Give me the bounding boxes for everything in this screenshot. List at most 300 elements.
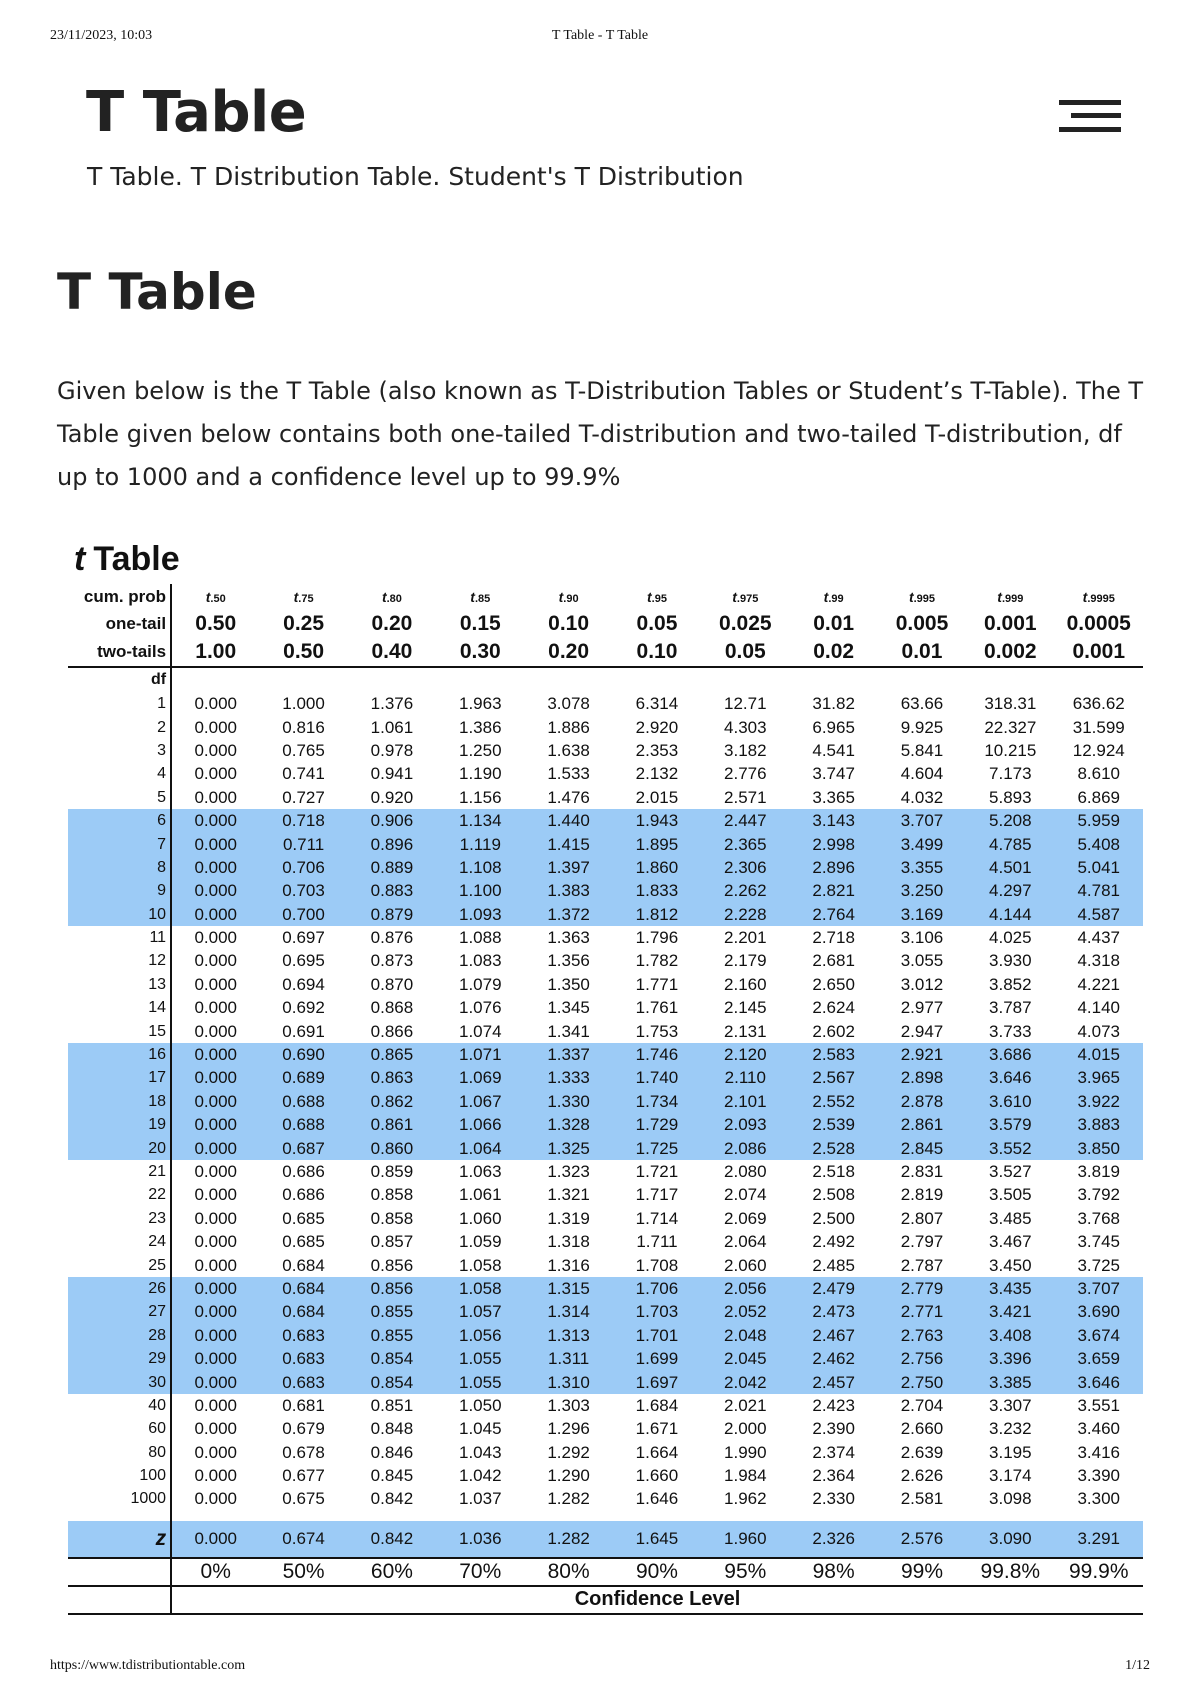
- one-tail-header: 0.01: [813, 612, 855, 635]
- table-row: [68, 926, 1143, 949]
- two-tails-header: 0.001: [1055, 638, 1144, 667]
- table-cell: 0.000: [194, 717, 237, 737]
- cum-prob-subscript: .999: [1001, 593, 1024, 605]
- table-cell: 2.423: [812, 1395, 855, 1415]
- table-cell: 1.000: [282, 694, 325, 714]
- print-date: 23/11/2023, 10:03: [50, 28, 153, 43]
- df-label: 23: [68, 1207, 171, 1230]
- table-cell: 0.000: [194, 1255, 237, 1275]
- table-cell: 1.064: [436, 1136, 524, 1159]
- table-cell: 2.473: [789, 1300, 877, 1323]
- table-cell: 0.876: [370, 928, 414, 948]
- table-cell: 3.745: [1077, 1232, 1121, 1252]
- table-cell: 1.063: [458, 1162, 502, 1181]
- site-tagline: T Table. T Distribution Table. Student's T Distribution: [87, 162, 744, 191]
- empty-cell: [436, 1511, 524, 1521]
- table-cell: 0.000: [171, 1370, 259, 1393]
- table-cell: 0.848: [370, 1419, 414, 1439]
- table-cell: 2.485: [812, 1255, 855, 1275]
- df-label: 26: [68, 1277, 171, 1300]
- table-cell: 1.796: [635, 928, 679, 948]
- table-cell: 3.416: [1077, 1442, 1121, 1462]
- table-cell: 2.571: [724, 787, 767, 807]
- table-cell: 1.076: [458, 998, 502, 1018]
- table-cell: 1.711: [636, 1232, 678, 1252]
- one-tail-header: 0.25: [283, 612, 325, 635]
- table-cell: 2.567: [789, 1066, 877, 1089]
- t-table-title-t: t: [74, 540, 86, 578]
- table-cell: 1.069: [436, 1066, 524, 1089]
- table-row: [68, 1207, 1143, 1230]
- table-cell: 2.390: [812, 1419, 855, 1439]
- df-label: 13: [68, 973, 171, 996]
- header-row-one-tail: [68, 610, 1143, 638]
- table-cell: 1.386: [458, 717, 502, 737]
- cum-prob-symbol: t: [1082, 589, 1088, 605]
- table-cell: 1.703: [613, 1300, 701, 1323]
- table-cell: 2.771: [878, 1300, 966, 1323]
- empty-cell: [966, 667, 1054, 692]
- confidence-cell: 99.8%: [966, 1558, 1054, 1586]
- table-cell: 3.174: [989, 1466, 1032, 1486]
- table-cell: 2.262: [701, 879, 789, 902]
- table-cell: 1.717: [635, 1185, 679, 1205]
- cum-prob-header: [348, 584, 436, 610]
- table-cell: 10.215: [984, 740, 1037, 760]
- table-cell: 2.201: [724, 928, 767, 948]
- table-cell: 0.920: [370, 787, 414, 807]
- table-cell: 4.785: [966, 832, 1054, 855]
- table-cell: 1.074: [458, 1021, 502, 1041]
- table-cell: 0.851: [370, 1395, 414, 1415]
- table-cell: 1.440: [524, 809, 612, 832]
- table-cell: 2.518: [812, 1162, 855, 1181]
- table-cell: 0.000: [171, 1113, 259, 1136]
- table-cell: 2.831: [900, 1162, 944, 1181]
- table-cell: 4.015: [1055, 1043, 1144, 1066]
- table-cell: 2.353: [635, 740, 679, 760]
- table-cell: 1.190: [458, 764, 502, 784]
- table-row: [68, 1370, 1143, 1393]
- table-cell: 3.390: [1077, 1466, 1121, 1486]
- table-cell: 2.110: [701, 1066, 789, 1089]
- table-row: [68, 1043, 1143, 1066]
- table-cell: 1.860: [613, 856, 701, 879]
- table-row: [68, 1019, 1143, 1042]
- cum-prob-symbol: t: [381, 589, 387, 605]
- table-row: [68, 809, 1143, 832]
- table-cell: 2.492: [812, 1232, 855, 1252]
- table-cell: 1.330: [524, 1090, 612, 1113]
- table-cell: 1.337: [524, 1043, 612, 1066]
- table-cell: 0.941: [370, 764, 414, 784]
- confidence-cell: 60%: [348, 1558, 436, 1586]
- table-row: [68, 903, 1143, 926]
- table-cell: 0.688: [259, 1113, 347, 1136]
- table-cell: 2.845: [878, 1136, 966, 1159]
- table-cell: 0.000: [171, 1136, 259, 1159]
- table-cell: 3.169: [878, 903, 966, 926]
- empty-cell: [259, 1511, 347, 1521]
- table-cell: 0.691: [282, 1021, 325, 1041]
- table-cell: 1.156: [458, 787, 502, 807]
- table-cell: 0.865: [348, 1043, 436, 1066]
- cum-prob-subscript: .95: [651, 593, 667, 605]
- table-cell: 2.330: [812, 1489, 855, 1509]
- table-cell: 0.683: [259, 1347, 347, 1370]
- table-cell: 1.056: [436, 1324, 524, 1347]
- table-cell: 2.132: [635, 764, 679, 784]
- table-cell: 0.000: [194, 1489, 237, 1509]
- table-row: [68, 1277, 1143, 1300]
- table-cell: 2.048: [701, 1324, 789, 1347]
- table-cell: 4.541: [812, 740, 855, 760]
- table-cell: 0.683: [259, 1370, 347, 1393]
- table-cell: 2.779: [878, 1277, 966, 1300]
- table-cell: 2.462: [789, 1347, 877, 1370]
- table-cell: 3.850: [1055, 1136, 1144, 1159]
- table-row: [68, 1160, 1143, 1183]
- table-row: [68, 879, 1143, 902]
- table-cell: 0.000: [194, 1466, 237, 1486]
- confidence-cell: 90%: [613, 1558, 701, 1586]
- two-tails-header: 0.01: [878, 638, 966, 667]
- table-cell: 0.860: [348, 1136, 436, 1159]
- table-cell: 0.856: [370, 1255, 414, 1275]
- table-cell: 4.604: [900, 764, 944, 784]
- table-row: [68, 1441, 1143, 1464]
- table-cell: 1.341: [547, 1021, 590, 1041]
- table-cell: 1.282: [547, 1489, 590, 1509]
- table-cell: 5.408: [1055, 832, 1144, 855]
- df-label: 9: [68, 879, 171, 902]
- table-cell: 1.963: [458, 694, 502, 714]
- table-cell: 1.303: [547, 1395, 590, 1415]
- table-cell: 3.143: [789, 809, 877, 832]
- table-cell: 0.000: [194, 1185, 237, 1205]
- table-row: [68, 996, 1143, 1019]
- table-cell: 1.708: [635, 1255, 679, 1275]
- table-cell: 0.906: [348, 809, 436, 832]
- table-cell: 0.684: [259, 1300, 347, 1323]
- table-cell: 3.707: [878, 809, 966, 832]
- table-cell: 1.055: [436, 1347, 524, 1370]
- df-label: 29: [68, 1347, 171, 1370]
- table-cell: 0.683: [259, 1324, 347, 1347]
- empty-cell: [1055, 1511, 1144, 1521]
- cum-prob-header: [789, 584, 877, 610]
- table-cell: 1.372: [524, 903, 612, 926]
- empty-cell: [348, 667, 436, 692]
- df-label: 12: [68, 949, 171, 972]
- table-cell: 2.074: [724, 1185, 767, 1205]
- cum-prob-symbol: t: [732, 589, 737, 605]
- z-label: z: [68, 1521, 171, 1558]
- df-label: 17: [68, 1066, 171, 1089]
- table-cell: 2.807: [900, 1208, 944, 1228]
- table-cell: 1.333: [524, 1066, 612, 1089]
- table-cell: 1.886: [547, 717, 590, 737]
- table-row: [68, 1487, 1143, 1510]
- table-cell: 1.664: [635, 1442, 679, 1462]
- table-cell: 0.854: [348, 1347, 436, 1370]
- one-tail-header: 0.50: [195, 612, 237, 635]
- table-cell: 31.82: [812, 694, 855, 714]
- empty-cell: [68, 1586, 171, 1614]
- cum-prob-symbol: t: [558, 589, 564, 605]
- table-cell: 1.771: [635, 974, 679, 994]
- table-cell: 0.718: [259, 809, 347, 832]
- empty-cell: [878, 1511, 966, 1521]
- cum-prob-subscript: .9995: [1087, 593, 1115, 605]
- table-cell: 1.895: [613, 832, 701, 855]
- confidence-cell: 95%: [701, 1558, 789, 1586]
- cum-prob-subscript: .99: [828, 593, 844, 605]
- table-cell: 2.179: [724, 951, 767, 971]
- table-cell: 2.583: [789, 1043, 877, 1066]
- table-cell: 1.714: [635, 1208, 679, 1228]
- table-cell: 3.551: [1077, 1395, 1121, 1415]
- table-row: [68, 762, 1143, 785]
- table-cell: 3.707: [1055, 1277, 1144, 1300]
- two-tails-header: 0.10: [613, 638, 701, 667]
- table-cell: 0.883: [348, 879, 436, 902]
- table-cell: 1.311: [524, 1347, 612, 1370]
- df-label: 10: [68, 903, 171, 926]
- page-title: T Table: [57, 263, 257, 321]
- table-cell: 2.977: [900, 998, 944, 1018]
- table-cell: 3.552: [966, 1136, 1054, 1159]
- table-row: [68, 786, 1143, 809]
- df-label: 7: [68, 832, 171, 855]
- one-tail-header: 0.025: [719, 612, 772, 635]
- table-cell: 3.690: [1055, 1300, 1144, 1323]
- table-cell: 4.303: [724, 717, 767, 737]
- table-cell: 1.721: [635, 1162, 679, 1181]
- one-tail-header: 0.05: [636, 612, 678, 635]
- table-cell: 0.690: [259, 1043, 347, 1066]
- table-cell: 1.059: [458, 1232, 502, 1252]
- df-label: 5: [68, 786, 171, 809]
- table-row: [68, 715, 1143, 738]
- cum-prob-header: [436, 584, 524, 610]
- df-label: 22: [68, 1183, 171, 1206]
- table-cell: 0.870: [370, 974, 414, 994]
- table-cell: 0.855: [348, 1300, 436, 1323]
- confidence-row: [68, 1558, 1143, 1586]
- cum-prob-header: [171, 584, 259, 610]
- table-cell: 2.228: [701, 903, 789, 926]
- table-cell: 2.000: [724, 1419, 767, 1439]
- empty-cell: [701, 667, 789, 692]
- table-cell: 4.144: [966, 903, 1054, 926]
- table-cell: 3.610: [966, 1090, 1054, 1113]
- df-label: 25: [68, 1253, 171, 1276]
- table-cell: 1.328: [524, 1113, 612, 1136]
- table-cell: 1.055: [436, 1370, 524, 1393]
- table-cell: 0.727: [282, 787, 325, 807]
- t-table-title: [74, 540, 180, 579]
- table-cell: 4.221: [1077, 974, 1121, 994]
- table-cell: 2.660: [900, 1419, 944, 1439]
- table-cell: 2.776: [724, 764, 767, 784]
- confidence-cell: 99.9%: [1055, 1558, 1144, 1586]
- print-url: https://www.tdistributiontable.com: [50, 1658, 246, 1673]
- empty-cell: [171, 1511, 259, 1521]
- cum-prob-subscript: .995: [913, 593, 936, 605]
- table-cell: 3.450: [989, 1255, 1032, 1275]
- table-cell: 0.000: [194, 764, 237, 784]
- table-cell: 0.889: [348, 856, 436, 879]
- table-cell: 0.675: [282, 1489, 325, 1509]
- table-cell: 1.345: [547, 998, 590, 1018]
- table-cell: 3.505: [989, 1185, 1032, 1205]
- confidence-label-row: [68, 1586, 1143, 1614]
- table-cell: 1.045: [458, 1419, 502, 1439]
- table-cell: 0.000: [194, 1208, 237, 1228]
- df-label: 1: [68, 692, 171, 715]
- table-cell: 0.866: [370, 1021, 414, 1041]
- table-cell: 3.646: [966, 1066, 1054, 1089]
- table-cell: 1.533: [547, 764, 590, 784]
- table-row: [68, 1230, 1143, 1253]
- table-cell: 4.297: [966, 879, 1054, 902]
- table-cell: 0.845: [370, 1466, 414, 1486]
- table-cell: 0.846: [370, 1442, 414, 1462]
- header-row-cum-prob: [68, 584, 1143, 610]
- table-cell: 2.045: [701, 1347, 789, 1370]
- table-row: [68, 1464, 1143, 1487]
- table-cell: 1.310: [524, 1370, 612, 1393]
- table-cell: 2.093: [701, 1113, 789, 1136]
- table-cell: 1.042: [458, 1466, 502, 1486]
- table-cell: 2.508: [812, 1185, 855, 1205]
- cum-prob-subscript: .50: [210, 593, 226, 605]
- table-cell: 2.131: [724, 1021, 767, 1041]
- table-cell: 3.930: [989, 951, 1032, 971]
- table-cell: 0.697: [282, 928, 325, 948]
- empty-cell: [789, 1511, 877, 1521]
- table-cell: 2.947: [900, 1021, 944, 1041]
- df-label: 1000: [68, 1487, 171, 1510]
- table-cell: 0.896: [348, 832, 436, 855]
- table-cell: 1.984: [724, 1466, 767, 1486]
- table-cell: 1.061: [370, 717, 414, 737]
- one-tail-header: 0.15: [459, 612, 501, 635]
- table-cell: 22.327: [984, 717, 1037, 737]
- table-cell: 3.659: [1055, 1347, 1144, 1370]
- table-cell: 0.000: [194, 1232, 237, 1252]
- table-cell: 12.924: [1072, 740, 1125, 760]
- df-label: 27: [68, 1300, 171, 1323]
- z-cell: 1.036: [436, 1521, 524, 1558]
- cum-prob-header: [1055, 584, 1144, 610]
- site-title[interactable]: T Table: [86, 80, 307, 145]
- table-cell: 2.447: [701, 809, 789, 832]
- df-label: 8: [68, 856, 171, 879]
- cum-prob-header: [701, 584, 789, 610]
- table-cell: 0.700: [259, 903, 347, 926]
- z-row: [68, 1521, 1143, 1558]
- table-cell: 3.646: [1055, 1370, 1144, 1393]
- table-cell: 0.879: [348, 903, 436, 926]
- table-cell: 2.052: [701, 1300, 789, 1323]
- table-cell: 2.681: [812, 951, 855, 971]
- row-label: cum. prob: [68, 584, 171, 610]
- header-row-df: [68, 667, 1143, 692]
- table-cell: 0.854: [348, 1370, 436, 1393]
- table-cell: 2.064: [724, 1232, 767, 1252]
- table-cell: 0.000: [194, 694, 237, 714]
- z-cell: 0.674: [259, 1521, 347, 1558]
- table-cell: 0.000: [171, 832, 259, 855]
- table-row: [68, 1136, 1143, 1159]
- table-row: [68, 832, 1143, 855]
- df-label: 20: [68, 1136, 171, 1159]
- table-cell: 5.841: [900, 740, 944, 760]
- table-cell: 0.856: [348, 1277, 436, 1300]
- table-row: [68, 1324, 1143, 1347]
- table-cell: 0.000: [194, 998, 237, 1018]
- table-cell: 0.000: [171, 1347, 259, 1370]
- table-cell: 3.098: [989, 1489, 1032, 1509]
- empty-cell: [789, 667, 877, 692]
- table-cell: 1.037: [458, 1489, 502, 1509]
- table-cell: 2.374: [812, 1442, 855, 1462]
- table-cell: 1.363: [547, 928, 590, 948]
- table-cell: 0.855: [348, 1324, 436, 1347]
- empty-cell: [1055, 667, 1144, 692]
- z-cell: 0.842: [348, 1521, 436, 1558]
- table-cell: 2.120: [701, 1043, 789, 1066]
- table-cell: 2.015: [635, 787, 679, 807]
- table-cell: 0.000: [171, 1043, 259, 1066]
- table-cell: 4.781: [1055, 879, 1144, 902]
- empty-cell: [348, 1511, 436, 1521]
- confidence-cell: 98%: [789, 1558, 877, 1586]
- table-cell: 1.325: [524, 1136, 612, 1159]
- table-cell: 3.078: [547, 694, 590, 714]
- table-cell: 2.042: [701, 1370, 789, 1393]
- table-cell: 3.527: [989, 1162, 1032, 1181]
- table-cell: 2.539: [789, 1113, 877, 1136]
- table-cell: 1.734: [613, 1090, 701, 1113]
- confidence-level-label: Confidence Level: [171, 1586, 1143, 1614]
- table-cell: 0.703: [259, 879, 347, 902]
- t-table-title-rest: Table: [93, 540, 180, 578]
- table-cell: 3.725: [1077, 1255, 1121, 1275]
- table-row: [68, 1300, 1143, 1323]
- table-cell: 3.365: [812, 787, 855, 807]
- cum-prob-subscript: .975: [736, 593, 759, 605]
- table-cell: 1.316: [547, 1255, 590, 1275]
- hamburger-menu-icon[interactable]: [1055, 98, 1121, 140]
- table-cell: 2.021: [724, 1395, 767, 1415]
- table-row: [68, 1417, 1143, 1440]
- table-cell: 1.315: [524, 1277, 612, 1300]
- print-footer: [50, 1658, 1150, 1678]
- cum-prob-header: [613, 584, 701, 610]
- z-cell: 2.326: [789, 1521, 877, 1558]
- table-cell: 8.610: [1077, 764, 1121, 784]
- table-cell: 0.000: [171, 1300, 259, 1323]
- table-cell: 3.747: [812, 764, 855, 784]
- table-cell: 0.706: [259, 856, 347, 879]
- table-cell: 5.208: [966, 809, 1054, 832]
- table-cell: 2.878: [878, 1090, 966, 1113]
- table-row: [68, 1347, 1143, 1370]
- table-cell: 1.671: [635, 1419, 679, 1439]
